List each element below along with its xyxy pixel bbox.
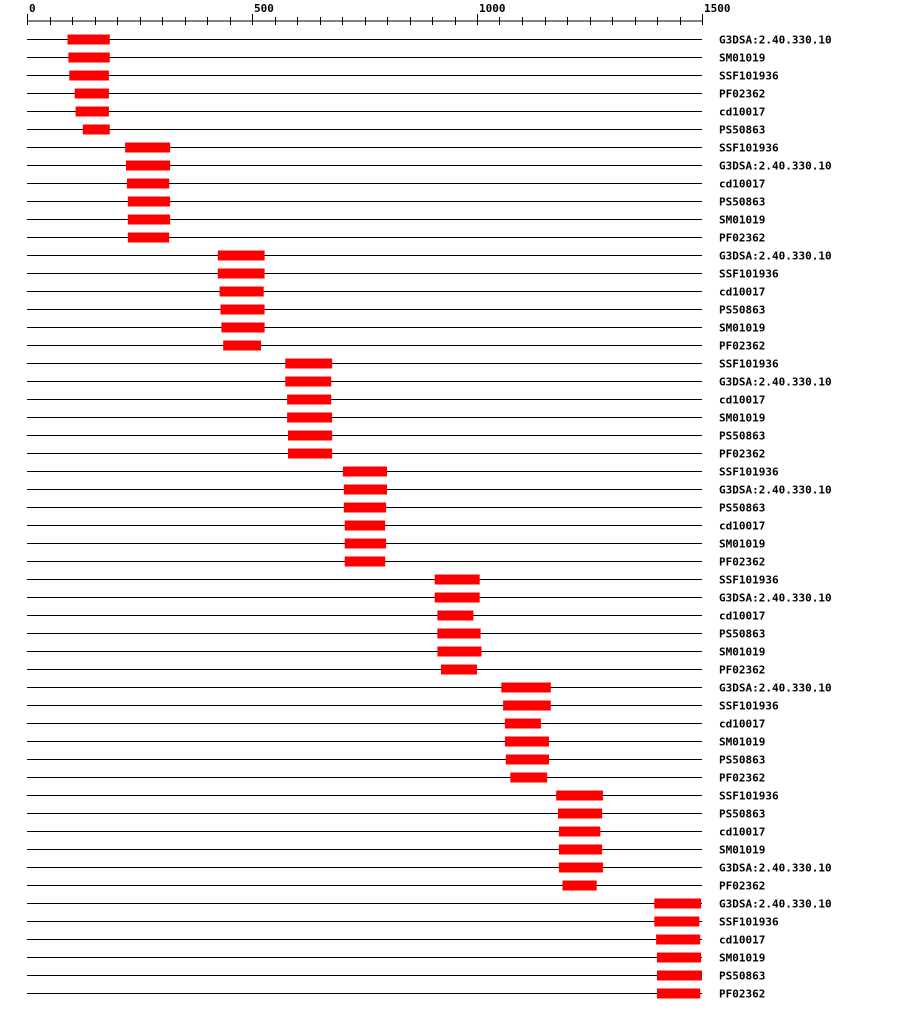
track-row — [27, 682, 832, 695]
track-row — [27, 520, 765, 533]
domain-bar — [345, 557, 386, 567]
domain-bar — [344, 485, 387, 495]
track-label: cd10017 — [719, 609, 766, 623]
track-label: G3DSA:2.40.330.10 — [719, 33, 832, 47]
domain-bar — [126, 161, 170, 171]
track-row — [27, 934, 765, 947]
track-row — [27, 502, 765, 515]
domain-bar — [437, 629, 480, 639]
track-label: SM01019 — [719, 537, 766, 551]
track-row — [27, 754, 765, 767]
track-label: SSF101936 — [719, 789, 779, 803]
domain-bar — [83, 125, 110, 135]
domain-tracks — [27, 34, 832, 1001]
track-row — [27, 88, 765, 101]
track-row — [27, 880, 765, 893]
track-row — [27, 826, 765, 839]
track-label: PS50863 — [719, 969, 766, 983]
track-label: PS50863 — [719, 123, 766, 137]
track-row — [27, 214, 765, 227]
track-label: PS50863 — [719, 501, 766, 515]
track-label: cd10017 — [719, 105, 766, 119]
track-label: PS50863 — [719, 303, 766, 317]
domain-bar — [218, 269, 265, 279]
domain-bar — [344, 503, 386, 513]
track-row — [27, 898, 832, 911]
domain-bar — [657, 953, 701, 963]
track-label: SM01019 — [719, 321, 766, 335]
track-row — [27, 412, 765, 425]
track-row — [27, 466, 779, 479]
track-label: SSF101936 — [719, 573, 779, 587]
domain-bar — [128, 215, 170, 225]
axis-tick-label: 1500 — [704, 2, 731, 15]
track-row — [27, 160, 832, 173]
track-label: cd10017 — [719, 825, 766, 839]
domain-bar — [220, 287, 264, 297]
track-label: SSF101936 — [719, 69, 779, 83]
track-row — [27, 70, 779, 83]
track-label: G3DSA:2.40.330.10 — [719, 483, 832, 497]
track-row — [27, 646, 765, 659]
track-label: PF02362 — [719, 879, 766, 893]
track-label: PF02362 — [719, 87, 766, 101]
domain-bar — [287, 395, 331, 405]
track-row — [27, 808, 765, 821]
domain-bar — [501, 683, 551, 693]
track-row — [27, 52, 765, 65]
track-row — [27, 178, 765, 191]
track-label: PS50863 — [719, 195, 766, 209]
track-row — [27, 142, 779, 155]
track-row — [27, 394, 765, 407]
track-row — [27, 448, 765, 461]
track-label: cd10017 — [719, 285, 766, 299]
domain-bar — [125, 143, 170, 153]
domain-bar — [559, 827, 600, 837]
track-label: cd10017 — [719, 177, 766, 191]
track-label: G3DSA:2.40.330.10 — [719, 375, 832, 389]
domain-bar — [75, 89, 109, 99]
track-label: SM01019 — [719, 951, 766, 965]
domain-bar — [510, 773, 547, 783]
track-row — [27, 736, 765, 749]
track-row — [27, 556, 765, 569]
track-row — [27, 862, 832, 875]
track-row — [27, 610, 765, 623]
track-row — [27, 196, 765, 209]
track-label: SM01019 — [719, 213, 766, 227]
track-label: cd10017 — [719, 933, 766, 947]
track-row — [27, 106, 765, 119]
track-label: G3DSA:2.40.330.10 — [719, 861, 832, 875]
track-label: G3DSA:2.40.330.10 — [719, 249, 832, 263]
track-label: SM01019 — [719, 735, 766, 749]
domain-bar — [437, 647, 481, 657]
track-label: PF02362 — [719, 987, 766, 1001]
track-label: SSF101936 — [719, 915, 779, 929]
position-axis — [27, 2, 731, 25]
domain-bar — [218, 251, 265, 261]
domain-bar — [285, 359, 332, 369]
domain-bar — [345, 521, 386, 531]
domain-bar — [558, 809, 602, 819]
track-label: PS50863 — [719, 807, 766, 821]
track-row — [27, 34, 832, 47]
domain-bar — [559, 863, 603, 873]
track-row — [27, 286, 765, 299]
track-label: SSF101936 — [719, 267, 779, 281]
track-label: PF02362 — [719, 447, 766, 461]
track-label: SM01019 — [719, 51, 766, 65]
track-row — [27, 376, 832, 389]
domain-bar — [563, 881, 597, 891]
domain-bar — [345, 539, 386, 549]
track-row — [27, 538, 765, 551]
track-row — [27, 358, 779, 371]
track-label: SM01019 — [719, 843, 766, 857]
domain-bar — [288, 449, 332, 459]
track-label: cd10017 — [719, 393, 766, 407]
track-row — [27, 844, 765, 857]
track-row — [27, 718, 765, 731]
domain-bar — [288, 431, 332, 441]
track-row — [27, 664, 765, 677]
track-label: PS50863 — [719, 627, 766, 641]
domain-bar — [285, 377, 331, 387]
track-row — [27, 700, 779, 713]
track-row — [27, 268, 779, 281]
track-label: SM01019 — [719, 645, 766, 659]
track-row — [27, 340, 765, 353]
track-row — [27, 592, 832, 605]
track-label: G3DSA:2.40.330.10 — [719, 681, 832, 695]
track-label: PF02362 — [719, 663, 766, 677]
track-label: PF02362 — [719, 555, 766, 569]
domain-bar — [657, 989, 700, 999]
track-label: PF02362 — [719, 231, 766, 245]
domain-bar — [76, 107, 109, 117]
track-row — [27, 232, 765, 245]
track-row — [27, 970, 765, 983]
track-label: cd10017 — [719, 717, 766, 731]
track-row — [27, 574, 779, 587]
domain-bar — [435, 575, 480, 585]
track-row — [27, 304, 765, 317]
track-label: SM01019 — [719, 411, 766, 425]
track-row — [27, 952, 765, 965]
domain-bar — [437, 611, 473, 621]
domain-bar — [128, 197, 170, 207]
track-row — [27, 124, 765, 137]
domain-bar — [441, 665, 477, 675]
domain-bar — [68, 35, 110, 45]
domain-bar — [559, 845, 602, 855]
track-label: PS50863 — [719, 429, 766, 443]
domain-bar — [69, 71, 109, 81]
track-label: SSF101936 — [719, 141, 779, 155]
track-row — [27, 988, 765, 1001]
track-label: G3DSA:2.40.330.10 — [719, 159, 832, 173]
domain-bar — [654, 899, 701, 909]
track-label: SSF101936 — [719, 699, 779, 713]
domain-bar — [128, 233, 169, 243]
track-row — [27, 790, 779, 803]
domain-bar — [68, 53, 109, 63]
track-row — [27, 916, 779, 929]
track-row — [27, 250, 832, 263]
axis-tick-label: 0 — [29, 2, 36, 15]
track-row — [27, 322, 765, 335]
domain-bar — [221, 305, 265, 315]
domain-bar — [506, 755, 549, 765]
track-label: cd10017 — [719, 519, 766, 533]
track-row — [27, 772, 765, 785]
track-label: SSF101936 — [719, 465, 779, 479]
track-label: PF02362 — [719, 339, 766, 353]
domain-bar — [656, 935, 700, 945]
domain-bar — [657, 971, 702, 981]
domain-bar — [505, 719, 541, 729]
domain-bar — [435, 593, 480, 603]
axis-tick-label: 1000 — [479, 2, 506, 15]
domain-bar — [343, 467, 387, 477]
track-row — [27, 628, 765, 641]
track-row — [27, 484, 832, 497]
domain-bar — [505, 737, 549, 747]
track-label: G3DSA:2.40.330.10 — [719, 591, 832, 605]
domain-bar — [556, 791, 603, 801]
track-label: G3DSA:2.40.330.10 — [719, 897, 832, 911]
track-label: PS50863 — [719, 753, 766, 767]
axis-tick-label: 500 — [254, 2, 274, 15]
domain-bar — [503, 701, 551, 711]
domain-bar — [223, 341, 261, 351]
track-label: PF02362 — [719, 771, 766, 785]
domain-bar — [127, 179, 169, 189]
track-label: SSF101936 — [719, 357, 779, 371]
domain-bar — [287, 413, 332, 423]
domain-bar — [221, 323, 264, 333]
track-row — [27, 430, 765, 443]
domain-bar — [654, 917, 699, 927]
